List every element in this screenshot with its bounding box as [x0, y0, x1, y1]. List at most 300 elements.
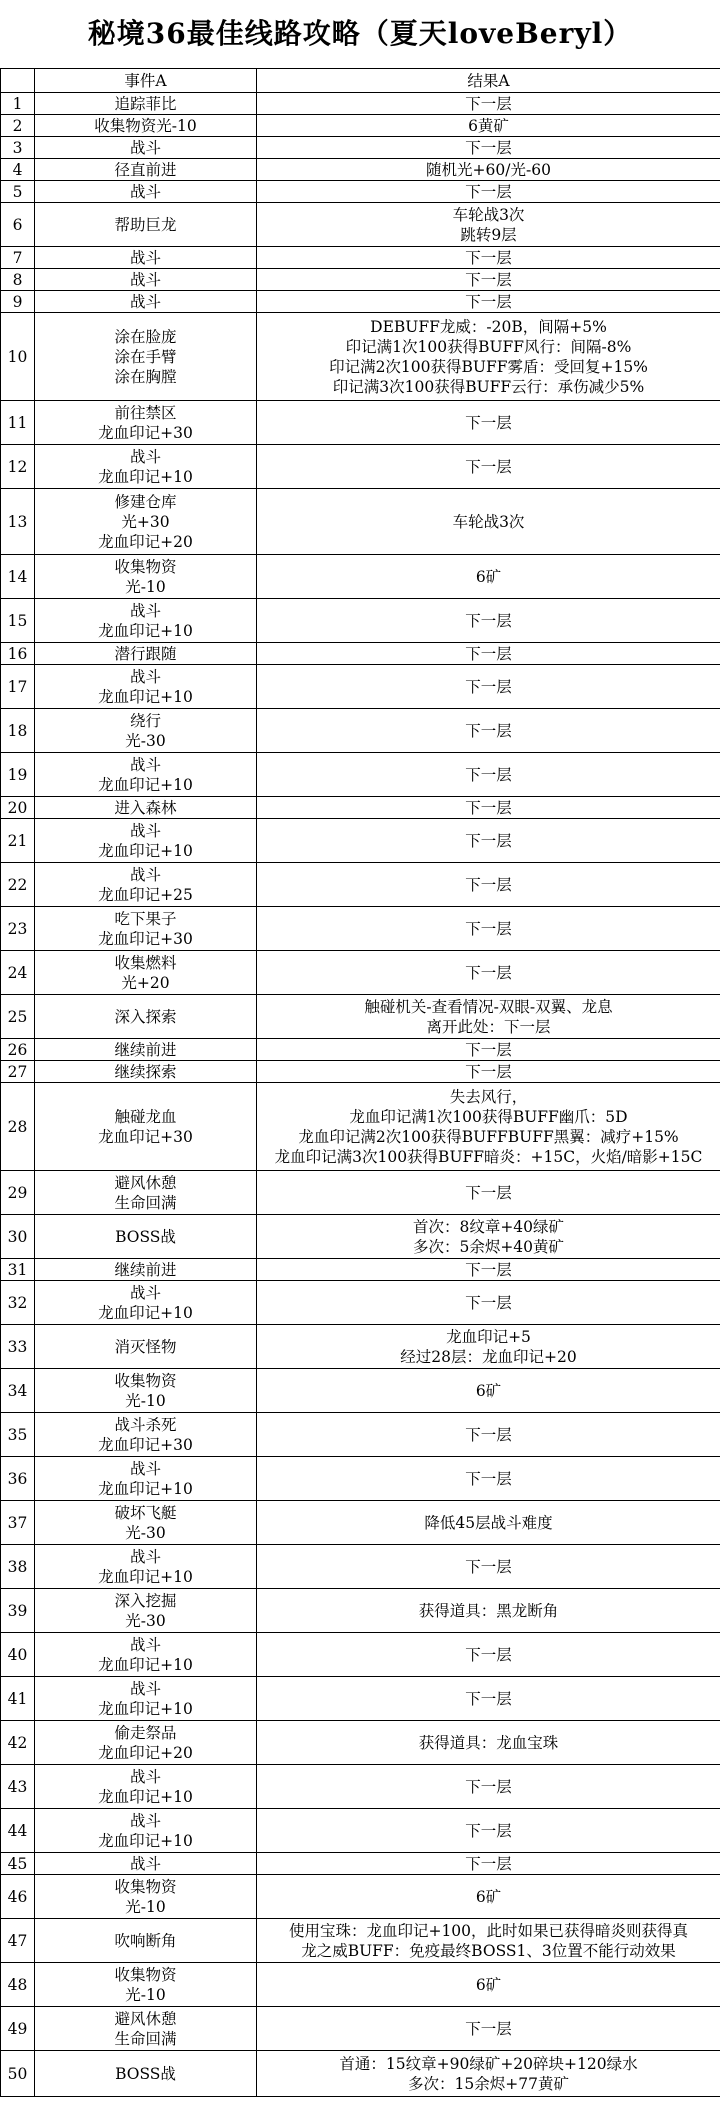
- result-line: 龙血印记满3次100获得BUFF暗炎：+15C，火焰/暗影+15C: [274, 1147, 703, 1166]
- table-row: [1, 555, 720, 599]
- result-line: 6矿: [475, 567, 502, 586]
- result-cell: [257, 1259, 720, 1281]
- result-line: 下一层: [465, 611, 512, 630]
- result-cell: [257, 1721, 720, 1765]
- event-line: 龙血印记+10: [98, 1567, 193, 1586]
- event-cell: [35, 1369, 257, 1413]
- event-line: 战斗: [129, 138, 161, 157]
- table-row: [1, 1963, 720, 2007]
- result-line: 印记满1次100获得BUFF风行：间隔-8%: [345, 337, 632, 356]
- event-line: 修建仓库: [114, 492, 177, 511]
- event-cell: [35, 555, 257, 599]
- result-line: 6矿: [475, 1975, 502, 1994]
- event-cell: [35, 1963, 257, 2007]
- result-line: 降低45层战斗难度: [424, 1513, 553, 1532]
- table-row: [1, 1259, 720, 1281]
- event-line: 战斗: [129, 667, 161, 686]
- event-line: 光-30: [125, 731, 166, 750]
- event-line: 战斗: [129, 1679, 161, 1698]
- result-cell: [257, 1809, 720, 1853]
- event-cell: [35, 951, 257, 995]
- event-cell: [35, 137, 257, 159]
- result-line: 多次：15余烬+77黄矿: [408, 2074, 569, 2093]
- result-line: 下一层: [465, 919, 512, 938]
- result-cell: [257, 313, 720, 401]
- row-number: 41: [1, 1677, 35, 1721]
- result-cell: [257, 1677, 720, 1721]
- row-number: 40: [1, 1633, 35, 1677]
- event-line: 光-10: [125, 1985, 166, 2004]
- event-line: 吹响断角: [114, 1931, 177, 1950]
- result-line: 下一层: [465, 138, 512, 157]
- result-line: 下一层: [465, 644, 512, 663]
- result-cell: [257, 1963, 720, 2007]
- event-line: 光-10: [125, 577, 166, 596]
- row-number: 39: [1, 1589, 35, 1633]
- result-line: 下一层: [465, 963, 512, 982]
- table-row: [1, 203, 720, 247]
- event-cell: [35, 159, 257, 181]
- result-cell: [257, 907, 720, 951]
- event-line: 前往禁区: [114, 403, 177, 422]
- result-line: 下一层: [465, 1425, 512, 1444]
- row-number: 48: [1, 1963, 35, 2007]
- event-line: 战斗: [129, 1635, 161, 1654]
- event-line: 绕行: [129, 711, 161, 730]
- event-line: 深入探索: [114, 1007, 177, 1026]
- row-number: 43: [1, 1765, 35, 1809]
- row-number: 38: [1, 1545, 35, 1589]
- event-line: 生命回满: [114, 2029, 177, 2048]
- event-cell: [35, 1633, 257, 1677]
- result-cell: [257, 1061, 720, 1083]
- table-row: [1, 1039, 720, 1061]
- event-cell: [35, 643, 257, 665]
- event-line: 光-10: [125, 1897, 166, 1916]
- event-line: BOSS战: [115, 1227, 176, 1246]
- table-row: [1, 269, 720, 291]
- table-row: [1, 313, 720, 401]
- event-cell: [35, 995, 257, 1039]
- result-line: 下一层: [465, 413, 512, 432]
- result-line: 下一层: [465, 798, 512, 817]
- row-number: 9: [1, 291, 35, 313]
- event-cell: [35, 1765, 257, 1809]
- result-cell: [257, 797, 720, 819]
- result-cell: [257, 115, 720, 137]
- table-row: [1, 2007, 720, 2051]
- event-line: 进入森林: [114, 798, 177, 817]
- event-cell: [35, 313, 257, 401]
- event-line: 战斗: [129, 1767, 161, 1786]
- result-cell: [257, 1589, 720, 1633]
- event-line: 触碰龙血: [114, 1107, 177, 1126]
- event-cell: [35, 247, 257, 269]
- row-number: 16: [1, 643, 35, 665]
- event-line: 战斗: [129, 292, 161, 311]
- table-row: [1, 599, 720, 643]
- result-cell: [257, 291, 720, 313]
- result-line: 下一层: [465, 1062, 512, 1081]
- row-number: 6: [1, 203, 35, 247]
- table-row: [1, 401, 720, 445]
- event-line: 战斗: [129, 182, 161, 201]
- header-event: 事件A: [35, 69, 257, 93]
- table-row: [1, 665, 720, 709]
- table-row: [1, 1633, 720, 1677]
- result-cell: [257, 401, 720, 445]
- event-cell: [35, 1215, 257, 1259]
- event-cell: [35, 1083, 257, 1171]
- result-line: 下一层: [465, 1854, 512, 1873]
- result-line: 6矿: [475, 1887, 502, 1906]
- event-line: 光-30: [125, 1611, 166, 1630]
- event-line: 避风休憩: [114, 2009, 177, 2028]
- event-line: 龙血印记+10: [98, 1831, 193, 1850]
- header-number: [1, 69, 35, 93]
- row-number: 44: [1, 1809, 35, 1853]
- row-number: 2: [1, 115, 35, 137]
- table-row: [1, 1765, 720, 1809]
- event-cell: [35, 269, 257, 291]
- row-number: 1: [1, 93, 35, 115]
- table-row: [1, 489, 720, 555]
- event-cell: [35, 203, 257, 247]
- event-line: 帮助巨龙: [114, 215, 177, 234]
- event-cell: [35, 1875, 257, 1919]
- table-row: [1, 1171, 720, 1215]
- table-row: [1, 1061, 720, 1083]
- table-row: [1, 1853, 720, 1875]
- result-cell: [257, 1765, 720, 1809]
- row-number: 20: [1, 797, 35, 819]
- result-line: 失去风行，: [449, 1087, 528, 1106]
- result-cell: [257, 247, 720, 269]
- event-cell: [35, 489, 257, 555]
- row-number: 25: [1, 995, 35, 1039]
- event-line: 龙血印记+10: [98, 841, 193, 860]
- event-cell: [35, 1677, 257, 1721]
- event-cell: [35, 1809, 257, 1853]
- result-cell: [257, 1171, 720, 1215]
- result-line: 下一层: [465, 1777, 512, 1796]
- result-line: 获得道具：黑龙断角: [418, 1601, 559, 1620]
- result-cell: [257, 1919, 720, 1963]
- result-line: 下一层: [465, 457, 512, 476]
- result-cell: [257, 137, 720, 159]
- result-cell: [257, 445, 720, 489]
- table-row: [1, 1501, 720, 1545]
- event-line: 径直前进: [114, 160, 177, 179]
- table-row: [1, 291, 720, 313]
- row-number: 19: [1, 753, 35, 797]
- event-line: 龙血印记+10: [98, 775, 193, 794]
- table-header-row: [1, 69, 720, 93]
- result-cell: [257, 489, 720, 555]
- event-line: 战斗: [129, 270, 161, 289]
- event-line: 龙血印记+10: [98, 621, 193, 640]
- table-row: [1, 1919, 720, 1963]
- table-row: [1, 1721, 720, 1765]
- table-row: [1, 1457, 720, 1501]
- event-line: 龙血印记+30: [98, 423, 193, 442]
- result-line: 龙之威BUFF：免疫最终BOSS1、3位置不能行动效果: [301, 1941, 676, 1960]
- row-number: 30: [1, 1215, 35, 1259]
- table-row: [1, 753, 720, 797]
- event-line: 战斗: [129, 248, 161, 267]
- result-cell: [257, 1457, 720, 1501]
- table-row: [1, 1809, 720, 1853]
- result-cell: [257, 269, 720, 291]
- result-cell: [257, 1281, 720, 1325]
- result-cell: [257, 1325, 720, 1369]
- event-cell: [35, 907, 257, 951]
- event-line: 龙血印记+10: [98, 1479, 193, 1498]
- table-row: [1, 1281, 720, 1325]
- event-cell: [35, 797, 257, 819]
- event-line: 破坏飞艇: [114, 1503, 177, 1522]
- event-cell: [35, 2007, 257, 2051]
- event-line: 深入挖掘: [114, 1591, 177, 1610]
- row-number: 10: [1, 313, 35, 401]
- result-line: 获得道具：龙血宝珠: [418, 1733, 559, 1752]
- result-line: 离开此处：下一层: [426, 1017, 551, 1036]
- result-cell: [257, 995, 720, 1039]
- result-line: 首次：8纹章+40绿矿: [412, 1217, 565, 1236]
- route-table: [0, 68, 720, 2097]
- page-title: 秘境36最佳线路攻略（夏天loveBeryl）: [87, 17, 633, 50]
- event-cell: [35, 1325, 257, 1369]
- event-cell: [35, 1281, 257, 1325]
- row-number: 36: [1, 1457, 35, 1501]
- table-row: [1, 1589, 720, 1633]
- event-line: 涂在胸膛: [114, 367, 177, 386]
- event-cell: [35, 819, 257, 863]
- result-line: 车轮战3次: [452, 512, 525, 531]
- result-line: 下一层: [465, 1040, 512, 1059]
- table-row: [1, 863, 720, 907]
- result-line: 下一层: [465, 1689, 512, 1708]
- table-row: [1, 115, 720, 137]
- row-number: 13: [1, 489, 35, 555]
- table-row: [1, 797, 720, 819]
- event-cell: [35, 291, 257, 313]
- result-cell: [257, 1633, 720, 1677]
- table-row: [1, 137, 720, 159]
- result-line: 下一层: [465, 182, 512, 201]
- event-line: 光+20: [121, 973, 170, 992]
- row-number: 4: [1, 159, 35, 181]
- result-line: 下一层: [465, 677, 512, 696]
- event-line: 龙血印记+30: [98, 1435, 193, 1454]
- table-row: [1, 159, 720, 181]
- event-line: 战斗: [129, 755, 161, 774]
- result-line: 下一层: [465, 1645, 512, 1664]
- result-line: 6矿: [475, 1381, 502, 1400]
- result-line: 下一层: [465, 292, 512, 311]
- event-line: 龙血印记+30: [98, 929, 193, 948]
- result-cell: [257, 753, 720, 797]
- result-cell: [257, 2051, 720, 2097]
- row-number: 42: [1, 1721, 35, 1765]
- header-result: 结果A: [257, 69, 720, 93]
- result-cell: [257, 2007, 720, 2051]
- row-number: 28: [1, 1083, 35, 1171]
- event-line: 战斗: [129, 821, 161, 840]
- table-row: [1, 2051, 720, 2097]
- table-row: [1, 1369, 720, 1413]
- row-number: 47: [1, 1919, 35, 1963]
- result-line: 下一层: [465, 94, 512, 113]
- result-line: 下一层: [465, 721, 512, 740]
- row-number: 24: [1, 951, 35, 995]
- result-line: 多次：5余烬+40黄矿: [412, 1237, 565, 1256]
- row-number: 8: [1, 269, 35, 291]
- row-number: 27: [1, 1061, 35, 1083]
- event-line: 龙血印记+25: [98, 885, 193, 904]
- event-line: 收集物资: [114, 1965, 177, 1984]
- result-line: 龙血印记满1次100获得BUFF幽爪：5D: [349, 1107, 628, 1126]
- event-line: 龙血印记+10: [98, 1699, 193, 1718]
- event-line: 收集物资: [114, 1371, 177, 1390]
- row-number: 18: [1, 709, 35, 753]
- event-line: 战斗: [129, 1283, 161, 1302]
- result-cell: [257, 1039, 720, 1061]
- result-line: 下一层: [465, 875, 512, 894]
- result-cell: [257, 1413, 720, 1457]
- event-line: 追踪菲比: [114, 94, 177, 113]
- event-cell: [35, 599, 257, 643]
- result-line: 下一层: [465, 1557, 512, 1576]
- event-line: 龙血印记+10: [98, 1655, 193, 1674]
- table-row: [1, 1215, 720, 1259]
- event-line: 龙血印记+20: [98, 532, 193, 551]
- event-line: 光-10: [125, 1391, 166, 1410]
- result-cell: [257, 1083, 720, 1171]
- event-cell: [35, 445, 257, 489]
- event-cell: [35, 2051, 257, 2097]
- result-cell: [257, 203, 720, 247]
- event-line: BOSS战: [115, 2064, 176, 2083]
- result-line: 使用宝珠：龙血印记+100，此时如果已获得暗炎则获得真: [288, 1921, 689, 1940]
- table-row: [1, 819, 720, 863]
- event-cell: [35, 93, 257, 115]
- table-row: [1, 247, 720, 269]
- table-row: [1, 709, 720, 753]
- row-number: 50: [1, 2051, 35, 2097]
- event-line: 龙血印记+10: [98, 687, 193, 706]
- event-cell: [35, 1919, 257, 1963]
- result-line: 经过28层：龙血印记+20: [400, 1347, 577, 1366]
- result-cell: [257, 1215, 720, 1259]
- result-line: 龙血印记+5: [446, 1327, 531, 1346]
- event-cell: [35, 1061, 257, 1083]
- row-number: 35: [1, 1413, 35, 1457]
- result-cell: [257, 709, 720, 753]
- result-line: 印记满2次100获得BUFF雾盾：受回复+15%: [329, 357, 648, 376]
- event-cell: [35, 709, 257, 753]
- event-line: 战斗: [129, 865, 161, 884]
- event-cell: [35, 1721, 257, 1765]
- row-number: 26: [1, 1039, 35, 1061]
- row-number: 14: [1, 555, 35, 599]
- event-line: 继续前进: [114, 1260, 177, 1279]
- table-body: [1, 93, 720, 2097]
- result-line: 下一层: [465, 1821, 512, 1840]
- result-cell: [257, 181, 720, 203]
- result-cell: [257, 1853, 720, 1875]
- event-line: 龙血印记+20: [98, 1743, 193, 1762]
- event-line: 消灭怪物: [114, 1337, 177, 1356]
- event-line: 战斗: [129, 1854, 161, 1873]
- table-row: [1, 1545, 720, 1589]
- table-row: [1, 1325, 720, 1369]
- event-line: 龙血印记+10: [98, 1303, 193, 1322]
- event-cell: [35, 1545, 257, 1589]
- result-line: 触碰机关-查看情况-双眼-双翼、龙息: [364, 997, 613, 1016]
- result-line: 龙血印记满2次100获得BUFFBUFF黑翼：减疗+15%: [298, 1127, 679, 1146]
- event-line: 战斗: [129, 1811, 161, 1830]
- row-number: 33: [1, 1325, 35, 1369]
- result-line: 下一层: [465, 831, 512, 850]
- result-cell: [257, 1875, 720, 1919]
- event-line: 吃下果子: [114, 909, 177, 928]
- event-cell: [35, 1589, 257, 1633]
- event-line: 收集燃料: [114, 953, 177, 972]
- row-number: 34: [1, 1369, 35, 1413]
- row-number: 29: [1, 1171, 35, 1215]
- event-cell: [35, 115, 257, 137]
- result-cell: [257, 599, 720, 643]
- result-cell: [257, 1369, 720, 1413]
- result-line: 下一层: [465, 765, 512, 784]
- table-row: [1, 995, 720, 1039]
- event-line: 龙血印记+30: [98, 1127, 193, 1146]
- row-number: 12: [1, 445, 35, 489]
- event-line: 战斗: [129, 601, 161, 620]
- result-line: 随机光+60/光-60: [426, 160, 551, 179]
- row-number: 46: [1, 1875, 35, 1919]
- event-line: 光-30: [125, 1523, 166, 1542]
- table-row: [1, 181, 720, 203]
- row-number: 22: [1, 863, 35, 907]
- event-cell: [35, 753, 257, 797]
- row-number: 37: [1, 1501, 35, 1545]
- event-line: 收集物资: [114, 557, 177, 576]
- row-number: 3: [1, 137, 35, 159]
- event-cell: [35, 1171, 257, 1215]
- result-line: 下一层: [465, 1293, 512, 1312]
- result-line: 车轮战3次: [452, 205, 525, 224]
- row-number: 11: [1, 401, 35, 445]
- event-cell: [35, 1853, 257, 1875]
- result-line: 6黄矿: [468, 116, 509, 135]
- row-number: 17: [1, 665, 35, 709]
- result-cell: [257, 819, 720, 863]
- result-cell: [257, 1545, 720, 1589]
- result-line: 跳转9层: [460, 225, 517, 244]
- event-line: 继续探索: [114, 1062, 177, 1081]
- event-line: 收集物资光-10: [94, 116, 197, 135]
- result-line: 下一层: [465, 1260, 512, 1279]
- event-line: 生命回满: [114, 1193, 177, 1212]
- event-line: 涂在脸庞: [114, 327, 177, 346]
- table-row: [1, 445, 720, 489]
- event-cell: [35, 1501, 257, 1545]
- event-cell: [35, 1259, 257, 1281]
- result-line: 印记满3次100获得BUFF云行：承伤减少5%: [332, 377, 645, 396]
- result-cell: [257, 159, 720, 181]
